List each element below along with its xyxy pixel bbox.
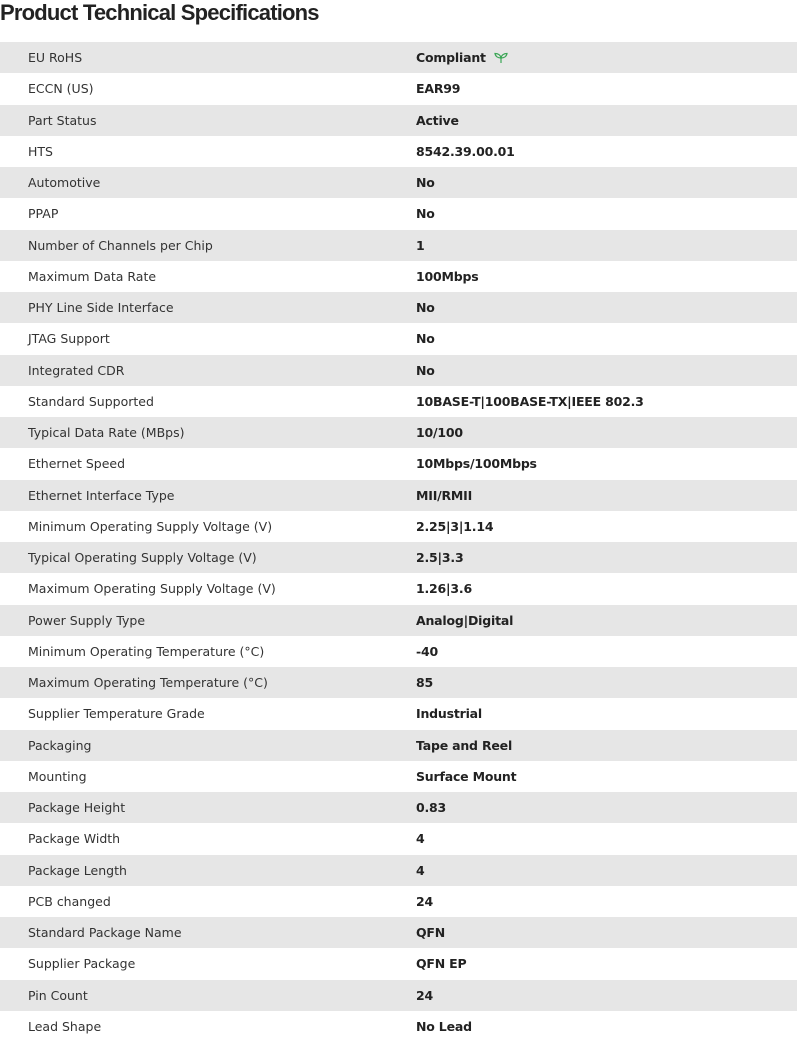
- spec-row: [0, 605, 797, 636]
- spec-value: 1.26|3.6: [416, 581, 472, 597]
- spec-value-cell: [387, 456, 797, 471]
- spec-label: Automotive: [28, 175, 101, 191]
- spec-label: Integrated CDR: [28, 362, 125, 378]
- spec-row: [0, 73, 797, 104]
- spec-value-cell: [387, 238, 797, 253]
- spec-value: No: [416, 362, 435, 378]
- spec-row: [0, 1011, 797, 1042]
- spec-label: Maximum Data Rate: [28, 268, 157, 284]
- spec-label: Packaging: [28, 737, 92, 753]
- spec-row: [0, 355, 797, 386]
- spec-value-cell: [387, 675, 797, 690]
- spec-table: [0, 42, 797, 1042]
- spec-label: Supplier Temperature Grade: [28, 706, 205, 722]
- spec-value-cell: [387, 863, 797, 878]
- spec-value-cell: [387, 956, 797, 971]
- spec-row: [0, 386, 797, 417]
- spec-value: No: [416, 206, 435, 222]
- spec-value-cell: [387, 331, 797, 346]
- spec-value: EAR99: [416, 81, 461, 97]
- spec-row: [0, 198, 797, 229]
- spec-label: PPAP: [28, 206, 59, 222]
- spec-row: [0, 323, 797, 354]
- spec-label: Standard Supported: [28, 393, 154, 409]
- spec-value: Analog|Digital: [416, 612, 514, 628]
- spec-label: Typical Operating Supply Voltage (V): [28, 550, 257, 566]
- spec-value: Industrial: [416, 706, 482, 722]
- spec-row: [0, 636, 797, 667]
- spec-value: 10BASE-T|100BASE-TX|IEEE 802.3: [416, 393, 644, 409]
- spec-value: No: [416, 300, 435, 316]
- spec-value: 10Mbps/100Mbps: [416, 456, 537, 472]
- spec-value-cell: [387, 738, 797, 753]
- spec-label: ECCN (US): [28, 81, 94, 97]
- spec-row: [0, 823, 797, 854]
- spec-value: 100Mbps: [416, 268, 479, 284]
- spec-value-cell: [387, 706, 797, 721]
- spec-value-cell: [387, 425, 797, 440]
- spec-label: JTAG Support: [28, 331, 110, 347]
- spec-row: [0, 480, 797, 511]
- spec-value: 8542.39.00.01: [416, 143, 515, 159]
- spec-label: Maximum Operating Temperature (°C): [28, 675, 268, 691]
- spec-label: Lead Shape: [28, 1018, 102, 1034]
- spec-value-cell: [387, 831, 797, 846]
- spec-row: [0, 261, 797, 292]
- spec-value-cell: [387, 800, 797, 815]
- spec-value: Compliant: [416, 50, 486, 66]
- spec-value: 10/100: [416, 425, 463, 441]
- spec-value-cell: [387, 894, 797, 909]
- leaf-icon: [494, 52, 508, 64]
- spec-row: [0, 511, 797, 542]
- spec-label: Standard Package Name: [28, 925, 182, 941]
- spec-label: Power Supply Type: [28, 612, 146, 628]
- spec-value-cell: [387, 925, 797, 940]
- spec-label: Typical Data Rate (MBps): [28, 425, 185, 441]
- spec-row: [0, 917, 797, 948]
- spec-value: QFN EP: [416, 956, 467, 972]
- spec-label: Maximum Operating Supply Voltage (V): [28, 581, 276, 597]
- spec-label: Number of Channels per Chip: [28, 237, 213, 253]
- spec-row: [0, 42, 797, 73]
- spec-value-cell: [387, 206, 797, 221]
- spec-value-cell: [387, 1019, 797, 1034]
- spec-value: MII/RMII: [416, 487, 473, 503]
- spec-row: [0, 167, 797, 198]
- page-title: Product Technical Specifications: [0, 0, 319, 25]
- spec-value: QFN: [416, 925, 446, 941]
- spec-value: 0.83: [416, 800, 447, 816]
- spec-label: Ethernet Interface Type: [28, 487, 175, 503]
- spec-label: PHY Line Side Interface: [28, 300, 174, 316]
- spec-value: No: [416, 175, 435, 191]
- spec-value-cell: [387, 300, 797, 315]
- spec-value: Surface Mount: [416, 768, 517, 784]
- spec-value-cell: [387, 613, 797, 628]
- spec-row: [0, 136, 797, 167]
- spec-row: [0, 886, 797, 917]
- spec-label: EU RoHS: [28, 50, 83, 66]
- spec-value: 2.5|3.3: [416, 550, 464, 566]
- spec-value-cell: [387, 488, 797, 503]
- spec-row: [0, 761, 797, 792]
- spec-value-cell: [387, 50, 797, 65]
- spec-label: Minimum Operating Supply Voltage (V): [28, 518, 273, 534]
- spec-row: [0, 792, 797, 823]
- spec-row: [0, 667, 797, 698]
- spec-label: HTS: [28, 143, 53, 159]
- spec-row: [0, 417, 797, 448]
- spec-value: 85: [416, 675, 433, 691]
- spec-row: [0, 698, 797, 729]
- spec-value-cell: [387, 269, 797, 284]
- spec-label: PCB changed: [28, 893, 111, 909]
- spec-label: Mounting: [28, 768, 87, 784]
- spec-value: Tape and Reel: [416, 737, 513, 753]
- spec-value-cell: [387, 81, 797, 96]
- spec-row: [0, 292, 797, 323]
- spec-value-cell: [387, 363, 797, 378]
- spec-value-cell: [387, 394, 797, 409]
- spec-value: 24: [416, 893, 433, 909]
- spec-label: Package Width: [28, 831, 121, 847]
- spec-row: [0, 573, 797, 604]
- spec-label: Ethernet Speed: [28, 456, 126, 472]
- spec-value: No Lead: [416, 1018, 472, 1034]
- spec-row: [0, 542, 797, 573]
- spec-value-cell: [387, 644, 797, 659]
- spec-value: 2.25|3|1.14: [416, 518, 494, 534]
- spec-value-cell: [387, 581, 797, 596]
- spec-row: [0, 448, 797, 479]
- spec-value: 4: [416, 831, 425, 847]
- spec-label: Minimum Operating Temperature (°C): [28, 643, 265, 659]
- spec-row: [0, 948, 797, 979]
- spec-value-cell: [387, 550, 797, 565]
- spec-label: Part Status: [28, 112, 97, 128]
- spec-row: [0, 730, 797, 761]
- spec-row: [0, 230, 797, 261]
- spec-label: Pin Count: [28, 987, 88, 1003]
- spec-value: 1: [416, 237, 425, 253]
- spec-label: Package Height: [28, 800, 126, 816]
- spec-row: [0, 105, 797, 136]
- spec-value: 4: [416, 862, 425, 878]
- spec-value: -40: [416, 643, 438, 659]
- spec-row: [0, 980, 797, 1011]
- spec-value: Active: [416, 112, 459, 128]
- spec-value-cell: [387, 769, 797, 784]
- spec-value-cell: [387, 988, 797, 1003]
- spec-value: 24: [416, 987, 433, 1003]
- spec-value-cell: [387, 113, 797, 128]
- spec-value-cell: [387, 144, 797, 159]
- spec-value: No: [416, 331, 435, 347]
- spec-row: [0, 855, 797, 886]
- spec-label: Package Length: [28, 862, 127, 878]
- spec-value-cell: [387, 519, 797, 534]
- spec-label: Supplier Package: [28, 956, 136, 972]
- spec-value-cell: [387, 175, 797, 190]
